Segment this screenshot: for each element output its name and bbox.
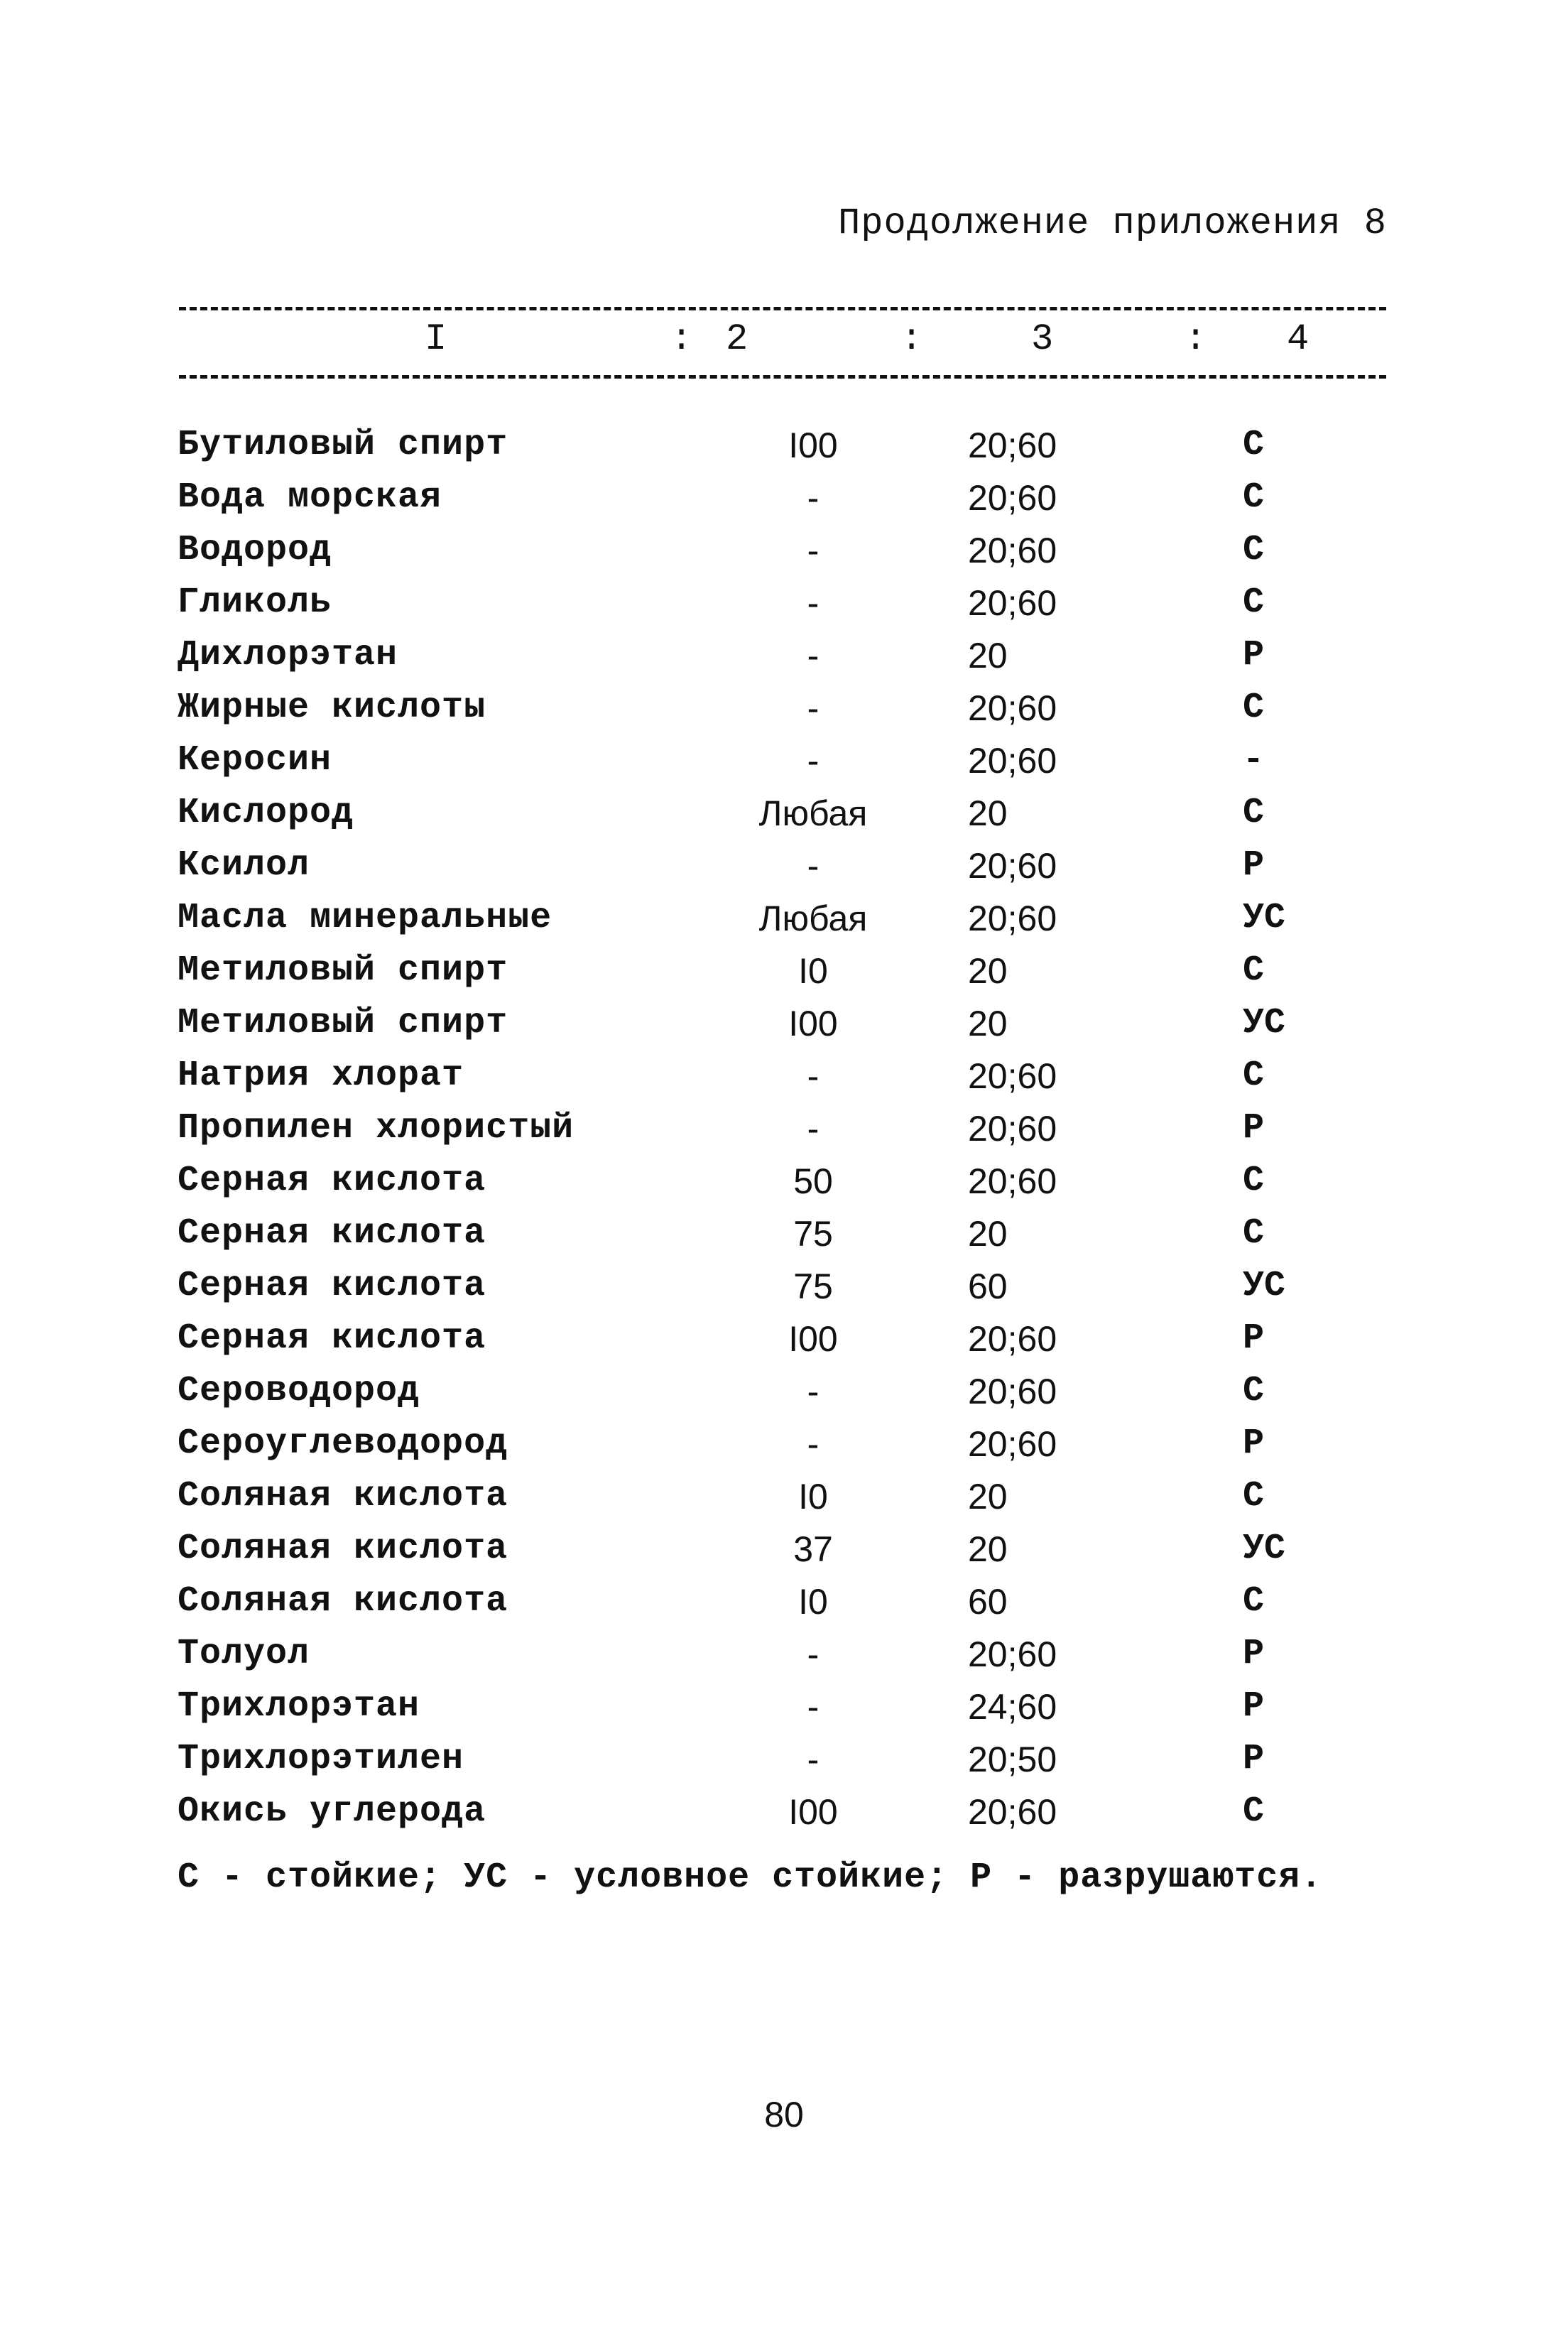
table-row	[178, 1633, 1385, 1686]
temperature-cell: 20	[968, 951, 1008, 991]
table-row	[178, 687, 1385, 739]
table-row	[178, 582, 1385, 634]
column-header-4: 4	[1287, 318, 1310, 360]
concentration-cell: I00	[788, 1004, 838, 1043]
resistance-cell: Р	[1243, 1108, 1265, 1149]
substance-cell: Дихлорэтан	[178, 635, 398, 676]
concentration-cell: -	[807, 583, 820, 623]
concentration-cell: 75	[793, 1214, 833, 1254]
substance-cell: Серная кислота	[178, 1161, 486, 1201]
resistance-cell: Р	[1243, 635, 1265, 676]
temperature-cell: 60	[968, 1582, 1008, 1622]
resistance-cell: С	[1243, 1213, 1265, 1254]
table-body	[178, 424, 1385, 1843]
concentration-cell: Любая	[758, 793, 868, 833]
substance-cell: Серная кислота	[178, 1213, 486, 1254]
concentration-cell: I0	[798, 1582, 828, 1622]
page-number: 80	[764, 2095, 804, 2134]
table-row	[178, 1791, 1385, 1843]
column-header-1: I	[425, 318, 447, 360]
table-header-rule	[179, 375, 1386, 379]
resistance-cell: С	[1243, 1371, 1265, 1411]
concentration-cell: 37	[793, 1529, 833, 1569]
substance-cell: Керосин	[178, 740, 332, 781]
substance-cell: Толуол	[178, 1634, 310, 1674]
substance-cell: Трихлорэтан	[178, 1686, 420, 1727]
temperature-cell: 20;60	[968, 1424, 1057, 1464]
resistance-cell: Р	[1243, 1423, 1265, 1464]
concentration-cell: 75	[793, 1266, 833, 1306]
concentration-cell: I0	[798, 1477, 828, 1517]
substance-cell: Соляная кислота	[178, 1476, 508, 1517]
table-row	[178, 1370, 1385, 1423]
column-separator: :	[670, 318, 693, 360]
temperature-cell: 20;60	[968, 425, 1057, 465]
resistance-cell: С	[1243, 1476, 1265, 1517]
resistance-cell: С	[1243, 582, 1265, 623]
column-separator: :	[1185, 318, 1207, 360]
resistance-cell: С	[1243, 1791, 1265, 1832]
table-row	[178, 1055, 1385, 1107]
substance-cell: Натрия хлорат	[178, 1056, 464, 1096]
substance-cell: Соляная кислота	[178, 1529, 508, 1569]
concentration-cell: -	[807, 478, 820, 518]
temperature-cell: 20;60	[968, 1792, 1057, 1832]
resistance-cell: С	[1243, 688, 1265, 728]
resistance-cell: -	[1243, 740, 1265, 781]
temperature-cell: 20	[968, 1529, 1008, 1569]
table-row	[178, 529, 1385, 582]
concentration-cell: I00	[788, 1319, 838, 1359]
resistance-cell: С	[1243, 1056, 1265, 1096]
resistance-cell: С	[1243, 1581, 1265, 1622]
substance-cell: Гликоль	[178, 582, 332, 623]
table-row	[178, 477, 1385, 529]
table-row	[178, 1686, 1385, 1738]
table-row	[178, 845, 1385, 897]
temperature-cell: 20	[968, 793, 1008, 833]
resistance-cell: С	[1243, 477, 1265, 518]
substance-cell: Водород	[178, 530, 332, 570]
temperature-cell: 20;60	[968, 1634, 1057, 1674]
table-row	[178, 739, 1385, 792]
temperature-cell: 20;60	[968, 583, 1057, 623]
resistance-cell: Р	[1243, 845, 1265, 886]
temperature-cell: 20;60	[968, 846, 1057, 886]
temperature-cell: 20;60	[968, 478, 1057, 518]
concentration-cell: I00	[788, 425, 838, 465]
table-row	[178, 1160, 1385, 1213]
temperature-cell: 20	[968, 1004, 1008, 1043]
resistance-cell: Р	[1243, 1739, 1265, 1779]
resistance-cell: С	[1243, 425, 1265, 465]
temperature-cell: 20;60	[968, 1109, 1057, 1149]
legend-note: С - стойкие; УС - условное стойкие; Р - разрушаются.	[178, 1857, 1323, 1898]
resistance-cell: Р	[1243, 1686, 1265, 1727]
concentration-cell: -	[807, 636, 820, 676]
table-row	[178, 1213, 1385, 1265]
substance-cell: Метиловый спирт	[178, 950, 508, 991]
concentration-cell: I00	[788, 1792, 838, 1832]
substance-cell: Метиловый спирт	[178, 1003, 508, 1043]
temperature-cell: 20;60	[968, 899, 1057, 938]
resistance-cell: УС	[1243, 1003, 1286, 1043]
table-row	[178, 1423, 1385, 1475]
temperature-cell: 20;60	[968, 1319, 1057, 1359]
temperature-cell: 20;60	[968, 531, 1057, 570]
table-row	[178, 424, 1385, 477]
continuation-header: Продолжение приложения 8	[838, 202, 1387, 244]
table-row	[178, 1580, 1385, 1633]
concentration-cell: -	[807, 741, 820, 781]
column-header-2: 2	[726, 318, 748, 360]
substance-cell: Кислород	[178, 793, 354, 833]
temperature-cell: 20;60	[968, 1161, 1057, 1201]
concentration-cell: -	[807, 1740, 820, 1779]
concentration-cell: -	[807, 688, 820, 728]
temperature-cell: 20	[968, 1214, 1008, 1254]
concentration-cell: -	[807, 1634, 820, 1674]
resistance-cell: С	[1243, 950, 1265, 991]
concentration-cell: -	[807, 1372, 820, 1411]
temperature-cell: 20;50	[968, 1740, 1057, 1779]
table-row	[178, 1528, 1385, 1580]
table-row	[178, 1002, 1385, 1055]
table-row	[178, 1738, 1385, 1791]
temperature-cell: 20;60	[968, 741, 1057, 781]
resistance-cell: Р	[1243, 1634, 1265, 1674]
temperature-cell: 20	[968, 636, 1008, 676]
concentration-cell: -	[807, 531, 820, 570]
substance-cell: Соляная кислота	[178, 1581, 508, 1622]
table-row	[178, 1265, 1385, 1318]
substance-cell: Трихлорэтилен	[178, 1739, 464, 1779]
substance-cell: Бутиловый спирт	[178, 425, 508, 465]
substance-cell: Масла минеральные	[178, 898, 552, 938]
table-row	[178, 897, 1385, 950]
resistance-cell: Р	[1243, 1318, 1265, 1359]
substance-cell: Сероводород	[178, 1371, 420, 1411]
concentration-cell: I0	[798, 951, 828, 991]
table-row	[178, 1475, 1385, 1528]
table-row	[178, 1107, 1385, 1160]
resistance-cell: С	[1243, 793, 1265, 833]
concentration-cell: -	[807, 1687, 820, 1727]
resistance-cell: УС	[1243, 898, 1286, 938]
table-row	[178, 950, 1385, 1002]
temperature-cell: 20	[968, 1477, 1008, 1517]
substance-cell: Вода морская	[178, 477, 442, 518]
column-separator: :	[900, 318, 923, 360]
resistance-cell: С	[1243, 1161, 1265, 1201]
temperature-cell: 20;60	[968, 1056, 1057, 1096]
concentration-cell: -	[807, 1109, 820, 1149]
substance-cell: Сероуглеводород	[178, 1423, 508, 1464]
temperature-cell: 24;60	[968, 1687, 1057, 1727]
substance-cell: Пропилен хлористый	[178, 1108, 575, 1149]
temperature-cell: 60	[968, 1266, 1008, 1306]
resistance-cell: С	[1243, 530, 1265, 570]
table-row	[178, 634, 1385, 687]
temperature-cell: 20;60	[968, 1372, 1057, 1411]
concentration-cell: 50	[793, 1161, 833, 1201]
table-row	[178, 792, 1385, 845]
concentration-cell: Любая	[758, 899, 868, 938]
substance-cell: Окись углерода	[178, 1791, 486, 1832]
resistance-cell: УС	[1243, 1266, 1286, 1306]
table-row	[178, 1318, 1385, 1370]
concentration-cell: -	[807, 846, 820, 886]
concentration-cell: -	[807, 1056, 820, 1096]
table-top-rule	[179, 307, 1386, 310]
substance-cell: Ксилол	[178, 845, 310, 886]
temperature-cell: 20;60	[968, 688, 1057, 728]
resistance-cell: УС	[1243, 1529, 1286, 1569]
substance-cell: Серная кислота	[178, 1318, 486, 1359]
substance-cell: Жирные кислоты	[178, 688, 486, 728]
column-header-3: 3	[1031, 318, 1054, 360]
substance-cell: Серная кислота	[178, 1266, 486, 1306]
concentration-cell: -	[807, 1424, 820, 1464]
